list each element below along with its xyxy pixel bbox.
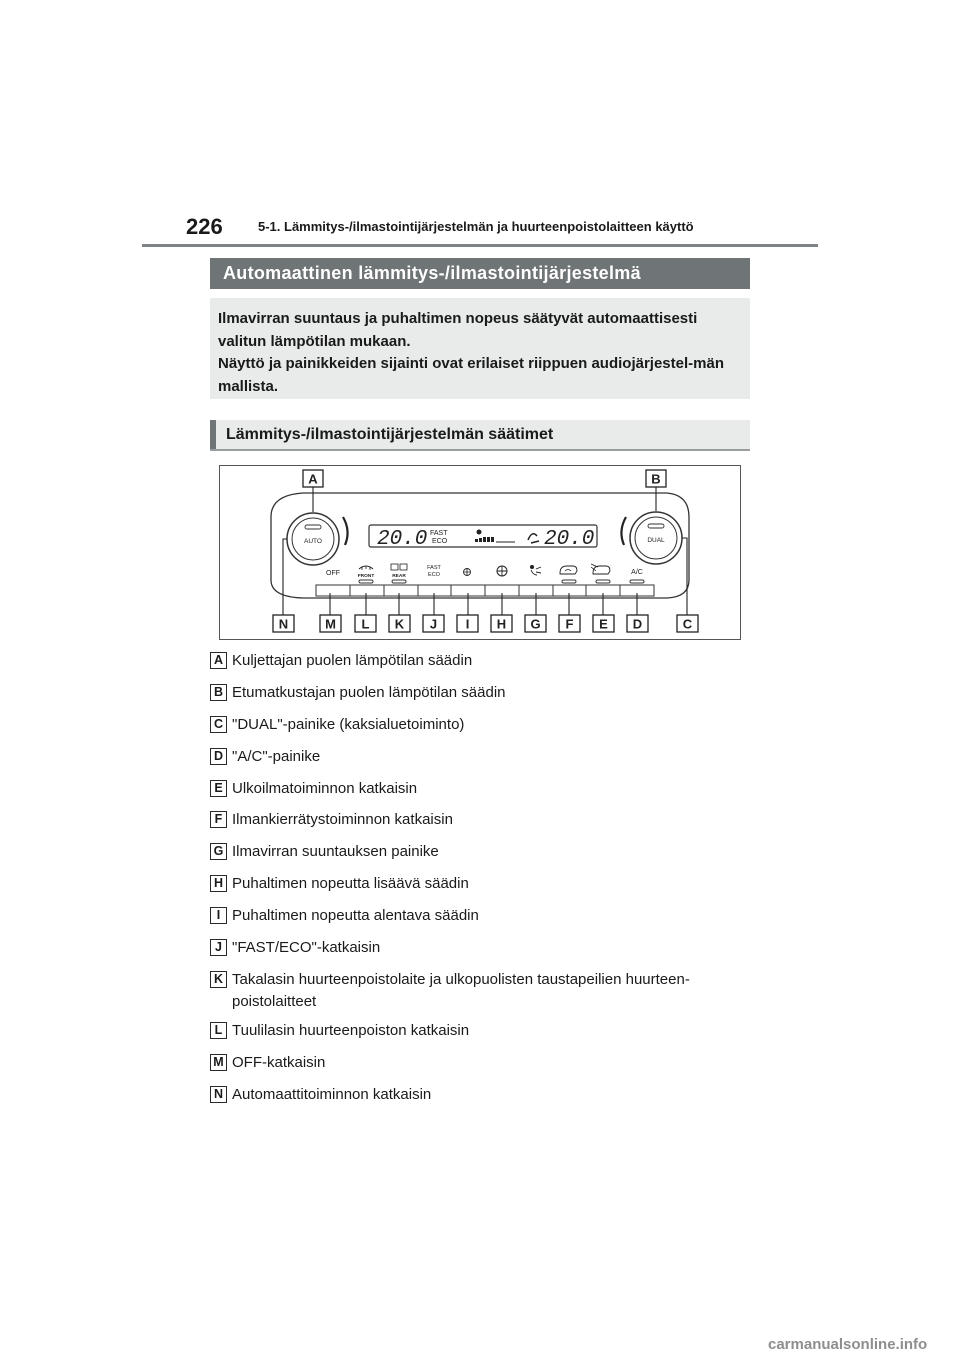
btn-label-eco: ECO	[428, 572, 440, 578]
display-fast-label: FAST	[430, 530, 448, 537]
section-title-text: Automaattinen lämmitys-/ilmastointijärjestelmä	[223, 263, 641, 283]
right-temperature-knob	[630, 512, 682, 564]
callout-f-label: F	[565, 616, 574, 632]
callout-g-label: G	[530, 616, 541, 632]
btn-label-ac: A/C	[631, 569, 643, 576]
legend-item	[210, 714, 750, 736]
legend-item	[210, 969, 750, 1013]
legend-text: Ilmavirran suuntauksen painike	[232, 843, 439, 861]
callout-b-label: B	[651, 471, 661, 487]
callout-h-label: H	[496, 616, 507, 632]
legend-item	[210, 1052, 750, 1074]
callout-a	[303, 470, 323, 487]
legend-item	[210, 809, 750, 831]
fan-down-icon	[464, 569, 471, 576]
legend-item	[210, 905, 750, 927]
legend-letter-badge: D	[210, 748, 227, 765]
legend-letter-badge: I	[210, 907, 227, 924]
header-rule	[142, 244, 818, 247]
legend-text: Puhaltimen nopeutta alentava säädin	[232, 907, 479, 925]
legend-text: Takalasin huurteenpoistolaite ja ulkopuolisten taustapeilien huurteen-poistolaitteet	[232, 970, 690, 1010]
callout-b	[646, 470, 666, 487]
legend-letter-badge: E	[210, 780, 227, 797]
legend-item	[210, 1084, 750, 1106]
subsection-title	[210, 420, 750, 451]
btn-label-fast: FAST	[427, 565, 441, 571]
subsection-title-text: Lämmitys-/ilmastointijärjestelmän säätimet	[226, 425, 554, 443]
legend-letter-badge: H	[210, 875, 227, 892]
callout-n	[273, 615, 294, 632]
legend-text: Automaattitoiminnon katkaisin	[232, 1086, 432, 1104]
legend-item	[210, 778, 750, 800]
legend-letter-badge: L	[210, 1022, 227, 1039]
intro-box	[210, 298, 750, 399]
callout-h	[491, 615, 512, 632]
callout-i	[457, 615, 478, 632]
knob-label-auto: AUTO	[304, 538, 322, 545]
left-temperature-knob	[287, 513, 339, 565]
callout-d	[627, 615, 648, 632]
intro-paragraph-1: Ilmavirran suuntaus ja puhaltimen nopeus säätyvät automaattisesti valitun lämpötilan mukaan.	[218, 310, 698, 350]
legend-letter-badge: B	[210, 684, 227, 701]
callout-l	[355, 615, 376, 632]
display-right-temperature: 20.0	[544, 528, 595, 551]
watermark: carmanualsonline.info	[768, 1336, 928, 1353]
legend-item	[210, 650, 750, 672]
legend-letter-badge: C	[210, 716, 227, 733]
fan-up-icon	[497, 566, 507, 576]
legend-text: Ilmankierrätystoiminnon katkaisin	[232, 811, 453, 829]
climate-display	[369, 525, 597, 551]
legend-item	[210, 937, 750, 959]
legend-letter-badge: A	[210, 652, 227, 669]
callout-g	[525, 615, 546, 632]
callout-i-label: I	[465, 616, 470, 632]
legend-item	[210, 873, 750, 895]
legend-item	[210, 1020, 750, 1042]
page-number: 226	[186, 214, 223, 239]
btn-label-rear: REAR	[392, 574, 406, 579]
legend-item	[210, 841, 750, 863]
callout-a-label: A	[308, 471, 318, 487]
btn-label-off: OFF	[326, 570, 340, 577]
callout-j-label: J	[429, 616, 438, 632]
callout-f	[559, 615, 580, 632]
legend-text: Tuulilasin huurteenpoiston katkaisin	[232, 1022, 470, 1040]
callout-n-label: N	[278, 616, 289, 632]
intro-paragraph-2: Näyttö ja painikkeiden sijainti ovat erilaiset riippuen audiojärjestel-män mallista.	[218, 355, 724, 395]
callout-m	[320, 615, 341, 632]
callout-j	[423, 615, 444, 632]
legend-item	[210, 746, 750, 768]
running-header: 5-1. Lämmitys-/ilmastointijärjestelmän ja huurteenpoistolaitteen käyttö	[258, 219, 694, 234]
callout-m-label: M	[325, 616, 336, 632]
legend-text: Etumatkustajan puolen lämpötilan säädin	[232, 683, 506, 701]
callout-k	[389, 615, 410, 632]
legend-letter-badge: G	[210, 843, 227, 860]
climate-control-panel-figure	[219, 465, 741, 640]
knob-label-dual: DUAL	[647, 537, 665, 544]
callout-l-label: L	[361, 616, 370, 632]
legend-item	[210, 682, 750, 704]
legend-letter-badge: F	[210, 811, 227, 828]
legend-letter-badge: N	[210, 1086, 227, 1103]
callout-d-label: D	[632, 616, 643, 632]
section-title	[210, 258, 750, 289]
legend-text: "DUAL"-painike (kaksialuetoiminto)	[232, 715, 465, 733]
display-left-temperature: 20.0	[377, 528, 428, 551]
callout-e-label: E	[599, 616, 608, 632]
display-eco-label: ECO	[432, 538, 448, 545]
callout-k-label: K	[394, 616, 405, 632]
legend-text: "A/C"-painike	[232, 747, 321, 765]
btn-label-front: FRONT	[357, 574, 375, 579]
legend-letter-badge: M	[210, 1054, 227, 1071]
legend-letter-badge: K	[210, 971, 227, 988]
callout-c-label: C	[682, 616, 693, 632]
legend-list	[210, 650, 750, 1116]
callout-e	[593, 615, 614, 632]
legend-text: OFF-katkaisin	[232, 1054, 326, 1072]
legend-text: Ulkoilmatoiminnon katkaisin	[232, 779, 418, 797]
legend-letter-badge: J	[210, 939, 227, 956]
legend-text: Kuljettajan puolen lämpötilan säädin	[232, 652, 473, 669]
callout-c	[677, 615, 698, 632]
legend-text: "FAST/ECO"-katkaisin	[232, 939, 381, 957]
legend-text: Puhaltimen nopeutta lisäävä säädin	[232, 875, 469, 893]
